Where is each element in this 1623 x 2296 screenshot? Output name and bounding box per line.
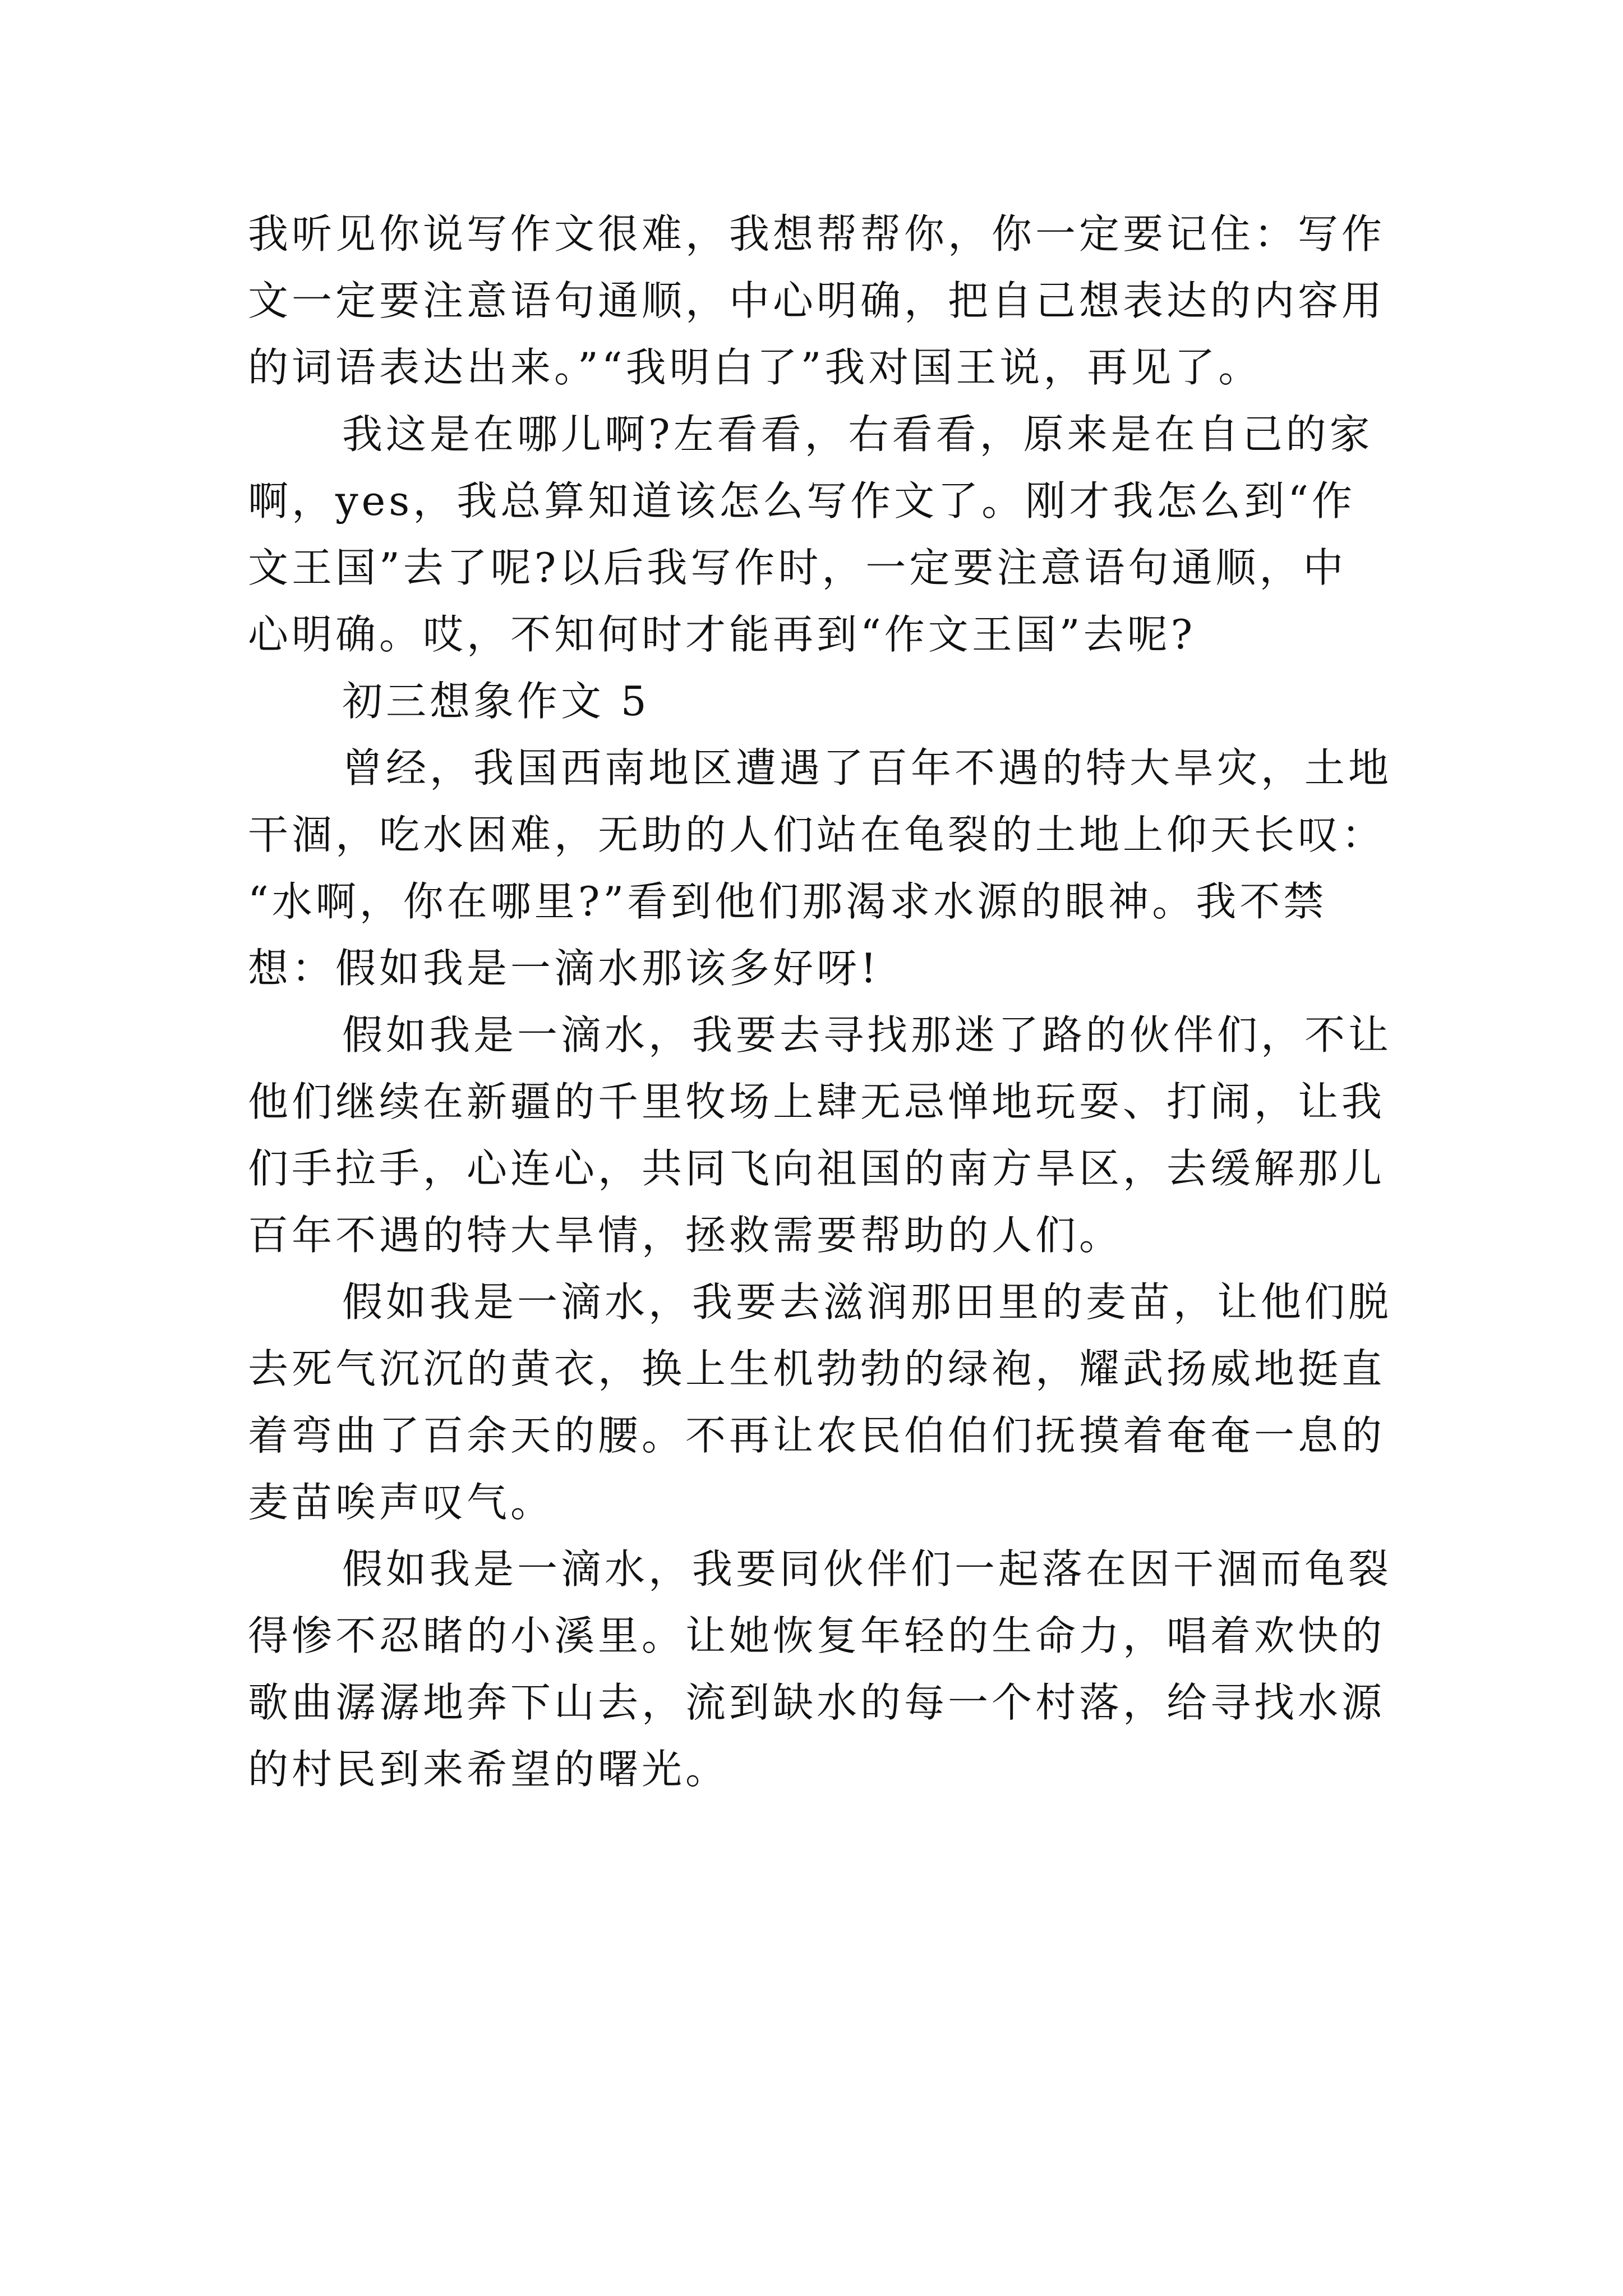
paragraph-first-line: 假如我是一滴水，我要同伙伴们一起落在因干涸而龟裂	[342, 1545, 1393, 1593]
text-line: 我听见你说写作文很难，我想帮帮你，你一定要记住：写作	[248, 210, 1386, 257]
paragraph-first-line: 假如我是一滴水，我要去滋润那田里的麦苗，让他们脱	[342, 1278, 1393, 1326]
text-line: 去死气沉沉的黄衣，换上生机勃勃的绿袍，耀武扬威地挺直	[248, 1345, 1386, 1392]
text-line: 心明确。哎，不知何时才能再到“作文王国”去呢?	[248, 611, 1196, 658]
text-line: 的村民到来希望的曙光。	[248, 1746, 730, 1793]
text-line: 他们继续在新疆的千里牧场上肆无忌惮地玩耍、打闹，让我	[248, 1078, 1386, 1125]
text-line: 歌曲潺潺地奔下山去，流到缺水的每一个村落，给寻找水源	[248, 1679, 1386, 1726]
text-line: 文王国”去了呢?以后我写作时，一定要注意语句通顺，中	[248, 544, 1347, 591]
document-body	[248, 201, 1392, 1803]
text-line: “水啊，你在哪里?”看到他们那渴求水源的眼神。我不禁	[248, 878, 1327, 925]
paragraph-first-line: 我这是在哪儿啊?左看看，右看看，原来是在自己的家	[342, 411, 1373, 458]
text-line: 们手拉手，心连心，共同飞向祖国的南方旱区，去缓解那儿	[248, 1145, 1386, 1192]
text-line: 想：假如我是一滴水那该多好呀!	[248, 945, 880, 992]
text-line: 干涸，吃水困难，无助的人们站在龟裂的土地上仰天长叹：	[248, 811, 1386, 858]
text-line: 文一定要注意语句通顺，中心明确，把自己想表达的内容用	[248, 277, 1386, 324]
text-line: 啊，yes，我总算知道该怎么写作文了。刚才我怎么到“作	[248, 477, 1356, 524]
text-line: 百年不遇的特大旱情，拯救需要帮助的人们。	[248, 1212, 1123, 1259]
paragraph-first-line: 假如我是一滴水，我要去寻找那迷了路的伙伴们，不让	[342, 1011, 1393, 1059]
text-line: 着弯曲了百余天的腰。不再让农民伯伯们抚摸着奄奄一息的	[248, 1412, 1386, 1459]
text-line: 得惨不忍睹的小溪里。让她恢复年轻的生命力，唱着欢快的	[248, 1612, 1386, 1659]
text-line: 麦苗唉声叹气。	[248, 1479, 555, 1526]
text-line: 的词语表达出来。”“我明白了”我对国王说，再见了。	[248, 344, 1262, 391]
section-title: 初三想象作文 5	[342, 678, 650, 725]
paragraph-first-line: 曾经，我国西南地区遭遇了百年不遇的特大旱灾，土地	[342, 744, 1393, 792]
